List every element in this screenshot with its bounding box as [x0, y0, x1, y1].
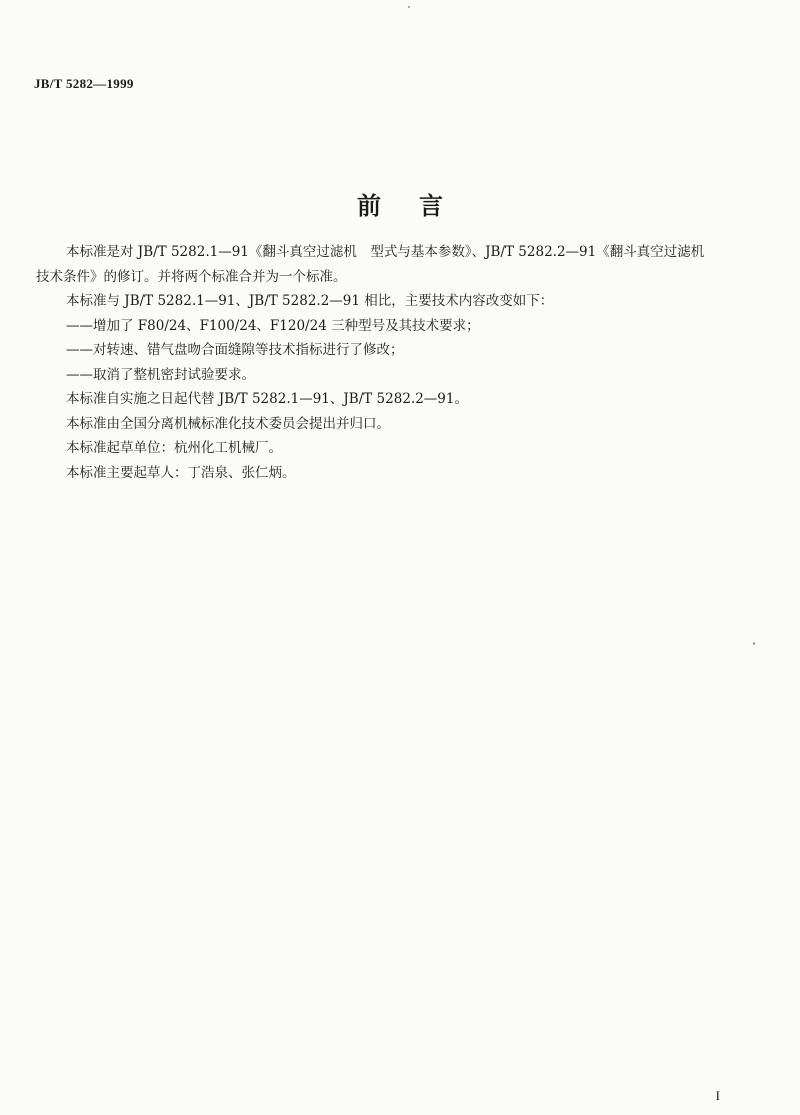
scan-speck	[408, 6, 410, 8]
paragraph-drafters: 本标准主要起草人：丁浩泉、张仁炳。	[66, 464, 296, 481]
paragraph-revision: 本标准是对 JB/T 5282.1—91《翻斗真空过滤机 型式与基本参数》、JB/T 5282.2—91《翻斗真空过滤机 技术条件》的修订。并将两个标准合并为一个标准。	[36, 244, 718, 285]
list-item-change: ——增加了 F80/24、F100/24、F120/24 三种型号及其技术要求；	[66, 317, 480, 334]
paragraph-proposer: 本标准由全国分离机械标准化技术委员会提出并归口。	[66, 415, 390, 432]
list-item-change: ——取消了整机密封试验要求。	[66, 366, 255, 383]
page-number: I	[715, 1088, 720, 1103]
scan-speck	[753, 642, 755, 645]
page-title: 前言	[357, 192, 481, 220]
paragraph-replacement: 本标准自实施之日起代替 JB/T 5282.1—91、JB/T 5282.2—91。	[66, 391, 468, 407]
foreword-body	[36, 240, 730, 485]
paragraph-changes-intro: 本标准与 JB/T 5282.1—91、JB/T 5282.2—91 相比，主要技术内容改变如下：	[66, 293, 554, 309]
list-item-change: ——对转速、错气盘吻合面缝隙等技术指标进行了修改；	[66, 342, 404, 358]
standard-code: JB/T 5282—1999	[34, 76, 134, 91]
paragraph-drafting-unit: 本标准起草单位：杭州化工机械厂。	[66, 440, 282, 456]
